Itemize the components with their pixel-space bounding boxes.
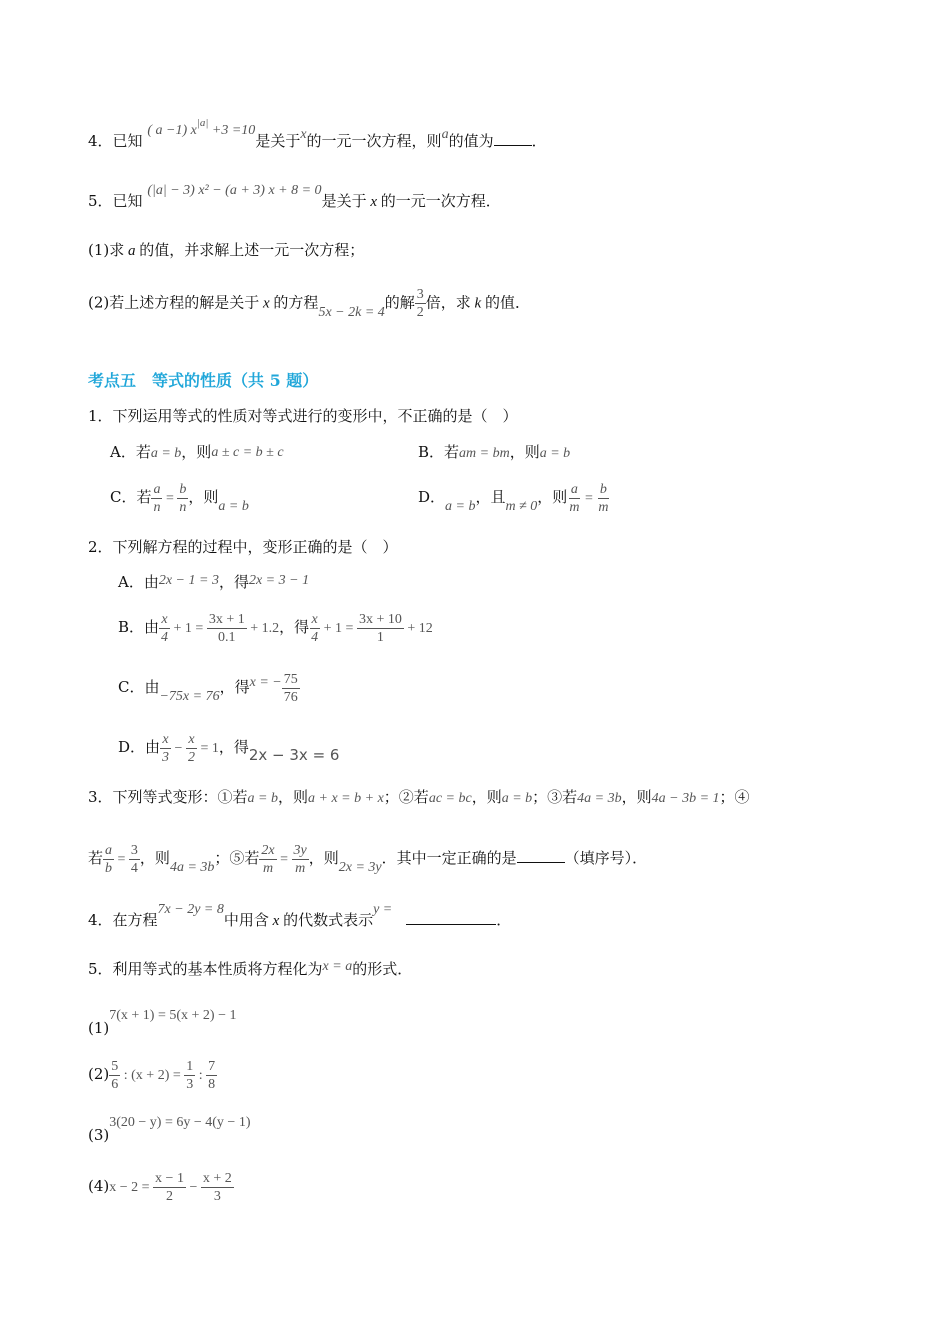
- q3-line-1: 3．下列等式变形：①若a = b，则a + x = b + x；②若ac = bc，则a = b；③若4a = 3b，则4a − 3b = 1；④: [88, 788, 750, 806]
- q5-part-3: (3)3(20 − y) = 6y − 4(y − 1): [88, 1115, 251, 1144]
- question-5-part-2: (2)若上述方程的解是关于 x 的方程5x − 2k = 4的解 $\frac{3}{2}$ 倍，求 k 的值．: [88, 287, 530, 320]
- answer-blank: [517, 862, 565, 863]
- q2-option-b: B．由 $\frac{x}{4}$ + 1 = $\frac{3x + 1}{0.1}$ + 1.2，得 $\frac{x}{4}$ + 1 = $\frac{3x + 10}{1}$ + 12: [118, 611, 433, 645]
- q5-part-4: (4)x − 2 = $\frac{x - 1}{2}$ − $\frac{x + 2}{3}$: [88, 1170, 232, 1204]
- answer-blank: [494, 145, 532, 146]
- q1-option-a: A．若a = b，则a ± c = b ± c: [110, 443, 284, 461]
- question-5-part-1: (1)求 a 的值，并求解上述一元一次方程；: [88, 241, 365, 259]
- q5-part-1: (1)7(x + 1) = 5(x + 2) − 1: [88, 1008, 237, 1037]
- q1-option-b: B．若am = bm，则a = b: [418, 443, 571, 461]
- question-5-prev: 5．已知 (|a| − 3) x² − (a + 3) x + 8 = 0是关于 x 的一元一次方程．: [88, 183, 501, 210]
- section-title: 考点五 等式的性质（共 5 题）: [88, 371, 319, 390]
- question-4-prev: 4．已知 ( a −1) $x^{|a|} +3 =10$是关于x的一元一次方程，则a的值为 ．: [88, 117, 547, 150]
- q1-option-c: C．若 $\frac{a}{n}$ = $\frac{b}{n}$ ，则a = b: [110, 481, 249, 515]
- q2-option-c: C．由−75x = 76，得x = − $\frac{75}{76}$: [118, 671, 298, 705]
- q3-line-2: 若 $\frac{a}{b}$ = $\frac{3}{4}$ ，则4a = 3b；⑤若 $\frac{2x}{m}$ = $\frac{3y}{m}$ ，则2x = 3y．其中一定正确的是 （填序号）．: [88, 842, 648, 876]
- q1-stem: 1．下列运用等式的性质对等式进行的变形中，不正确的是（ ）: [88, 407, 518, 425]
- q4-stem: 4．在方程7x − 2y = 8中用含 x 的代数式表示y =．: [88, 902, 512, 929]
- q2-stem: 2．下列解方程的过程中，变形正确的是（ ）: [88, 538, 398, 556]
- answer-blank: [406, 924, 496, 925]
- q1-option-d: D．a = b，且m ≠ 0，则 $\frac{a}{m}$ = $\frac{b}{m}$: [418, 481, 609, 515]
- q2-option-a: A．由2x − 1 = 3，得2x = 3 − 1: [118, 573, 310, 591]
- q2-option-d: D．由 $\frac{x}{3}$ − $\frac{x}{2}$ = 1，得2x − 3x = 6: [118, 731, 340, 765]
- q5-stem: 5．利用等式的基本性质将方程化为x = a的形式．: [88, 959, 413, 978]
- q5-part-2: (2) $\frac{5}{6}$ : (x + 2) = $\frac{1}{3}$ : $\frac{7}{8}$: [88, 1058, 216, 1092]
